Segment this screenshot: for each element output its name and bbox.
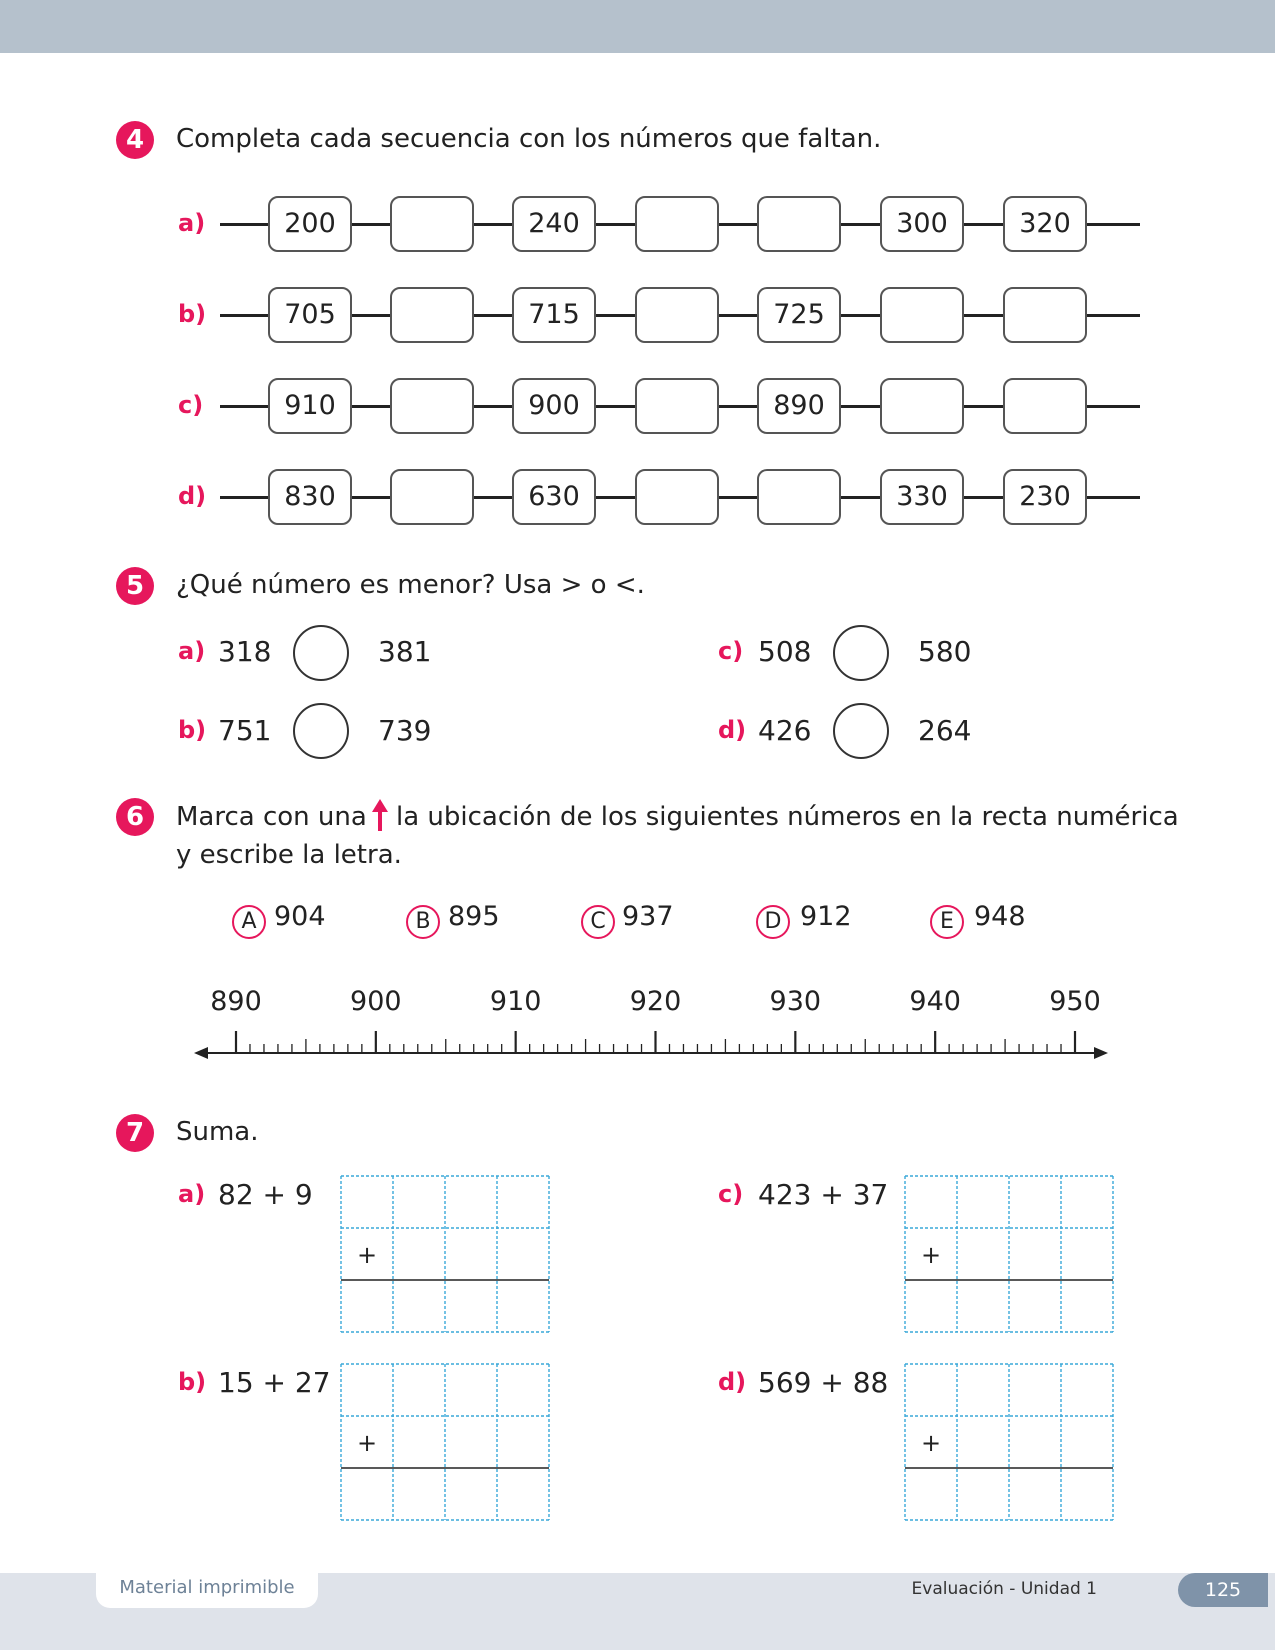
sequence-blank-box[interactable] — [1003, 287, 1087, 343]
plus-sign: + — [356, 1241, 378, 1269]
sum-label-b: b) — [178, 1368, 207, 1396]
sequence-number-box: 300 — [880, 196, 964, 252]
plus-sign: + — [356, 1429, 378, 1457]
sum-label-a: a) — [178, 1180, 206, 1208]
number-line-tick-label: 950 — [1049, 986, 1101, 1017]
sequence-number-box: 715 — [512, 287, 596, 343]
sequence-number-box: 910 — [268, 378, 352, 434]
compare-answer-circle-b[interactable] — [293, 703, 349, 759]
sequence-blank-box[interactable] — [390, 196, 474, 252]
compare-left-c: 508 — [758, 635, 812, 668]
option-value-e: 948 — [974, 901, 1026, 932]
sequence-number-box: 630 — [512, 469, 596, 525]
sum-expression-d: 569 + 88 — [758, 1366, 889, 1399]
arrow-left-icon — [194, 1047, 208, 1059]
sequence-number-box: 200 — [268, 196, 352, 252]
question-number-5: 5 — [116, 567, 154, 605]
sequence-number-box: 705 — [268, 287, 352, 343]
compare-left-a: 318 — [218, 635, 272, 668]
sequence-number-box: 900 — [512, 378, 596, 434]
sequence-blank-box[interactable] — [1003, 378, 1087, 434]
question-4-instruction: Completa cada secuencia con los números que faltan. — [176, 124, 882, 154]
sequence-label: b) — [178, 300, 207, 328]
question-number-6: 6 — [116, 798, 154, 836]
plus-sign: + — [920, 1241, 942, 1269]
compare-left-d: 426 — [758, 714, 812, 747]
sequence-blank-box[interactable] — [635, 287, 719, 343]
compare-label-c: c) — [718, 637, 744, 665]
arrow-up-icon — [370, 798, 390, 832]
sequence-blank-box[interactable] — [757, 196, 841, 252]
question-7-instruction: Suma. — [176, 1117, 259, 1147]
sequence-label: a) — [178, 209, 206, 237]
number-line-tick-label: 940 — [909, 986, 961, 1017]
number-line-tick-label: 930 — [769, 986, 822, 1017]
sum-expression-b: 15 + 27 — [218, 1366, 331, 1399]
question-number-4: 4 — [116, 121, 154, 159]
sequence-label: d) — [178, 482, 207, 510]
sequence-number-box: 240 — [512, 196, 596, 252]
addition-grid-c[interactable] — [904, 1175, 1114, 1333]
question-6-instruction-end: la ubicación de los siguientes números en la recta numérica — [396, 802, 1179, 832]
sequence-number-box: 320 — [1003, 196, 1087, 252]
sum-label-c: c) — [718, 1180, 744, 1208]
sum-expression-a: 82 + 9 — [218, 1178, 313, 1211]
sequence-blank-box[interactable] — [880, 378, 964, 434]
addition-grid-b[interactable] — [340, 1363, 550, 1521]
number-line[interactable] — [0, 980, 1275, 1060]
arrow-right-icon — [1094, 1047, 1108, 1059]
footer-unit-label: Evaluación - Unidad 1 — [911, 1579, 1097, 1599]
compare-right-c: 580 — [918, 635, 972, 668]
sequence-blank-box[interactable] — [635, 378, 719, 434]
option-letter-b: B — [406, 905, 440, 939]
option-letter-a: A — [232, 905, 266, 939]
sequence-blank-box[interactable] — [635, 196, 719, 252]
page-number: 125 — [1178, 1573, 1268, 1607]
sequence-blank-box[interactable] — [390, 378, 474, 434]
sequence-number-box: 330 — [880, 469, 964, 525]
compare-right-b: 739 — [378, 714, 432, 747]
number-line-tick-label: 910 — [489, 986, 542, 1017]
sequence-blank-box[interactable] — [635, 469, 719, 525]
plus-sign: + — [920, 1429, 942, 1457]
sequence-blank-box[interactable] — [757, 469, 841, 525]
compare-left-b: 751 — [218, 714, 272, 747]
addition-grid-a[interactable] — [340, 1175, 550, 1333]
compare-right-a: 381 — [378, 635, 432, 668]
sum-expression-c: 423 + 37 — [758, 1178, 889, 1211]
question-number-7: 7 — [116, 1114, 154, 1152]
number-line-tick-label: 920 — [629, 986, 682, 1017]
sum-label-d: d) — [718, 1368, 747, 1396]
number-line-tick-label: 900 — [350, 986, 402, 1017]
compare-right-d: 264 — [918, 714, 972, 747]
sequence-number-box: 830 — [268, 469, 352, 525]
header-bar — [0, 0, 1275, 53]
compare-label-a: a) — [178, 637, 206, 665]
sequence-number-box: 890 — [757, 378, 841, 434]
sequence-blank-box[interactable] — [880, 287, 964, 343]
number-line-tick-label: 890 — [210, 986, 262, 1017]
sequence-number-box: 725 — [757, 287, 841, 343]
option-value-a: 904 — [274, 901, 326, 932]
footer-material-tab: Material imprimible — [96, 1572, 318, 1608]
option-value-d: 912 — [800, 901, 852, 932]
question-5-instruction: ¿Qué número es menor? Usa > o <. — [176, 570, 645, 600]
compare-answer-circle-d[interactable] — [833, 703, 889, 759]
question-6-instruction-line2: y escribe la letra. — [176, 840, 402, 870]
sequence-number-box: 230 — [1003, 469, 1087, 525]
compare-label-b: b) — [178, 716, 207, 744]
option-value-c: 937 — [622, 901, 674, 932]
question-6-instruction-start: Marca con una — [176, 802, 367, 832]
compare-label-d: d) — [718, 716, 747, 744]
sequence-blank-box[interactable] — [390, 287, 474, 343]
sequence-label: c) — [178, 391, 204, 419]
compare-answer-circle-a[interactable] — [293, 625, 349, 681]
addition-grid-d[interactable] — [904, 1363, 1114, 1521]
option-letter-e: E — [930, 905, 964, 939]
option-value-b: 895 — [448, 901, 500, 932]
compare-answer-circle-c[interactable] — [833, 625, 889, 681]
option-letter-c: C — [581, 905, 615, 939]
sequence-blank-box[interactable] — [390, 469, 474, 525]
option-letter-d: D — [756, 905, 790, 939]
